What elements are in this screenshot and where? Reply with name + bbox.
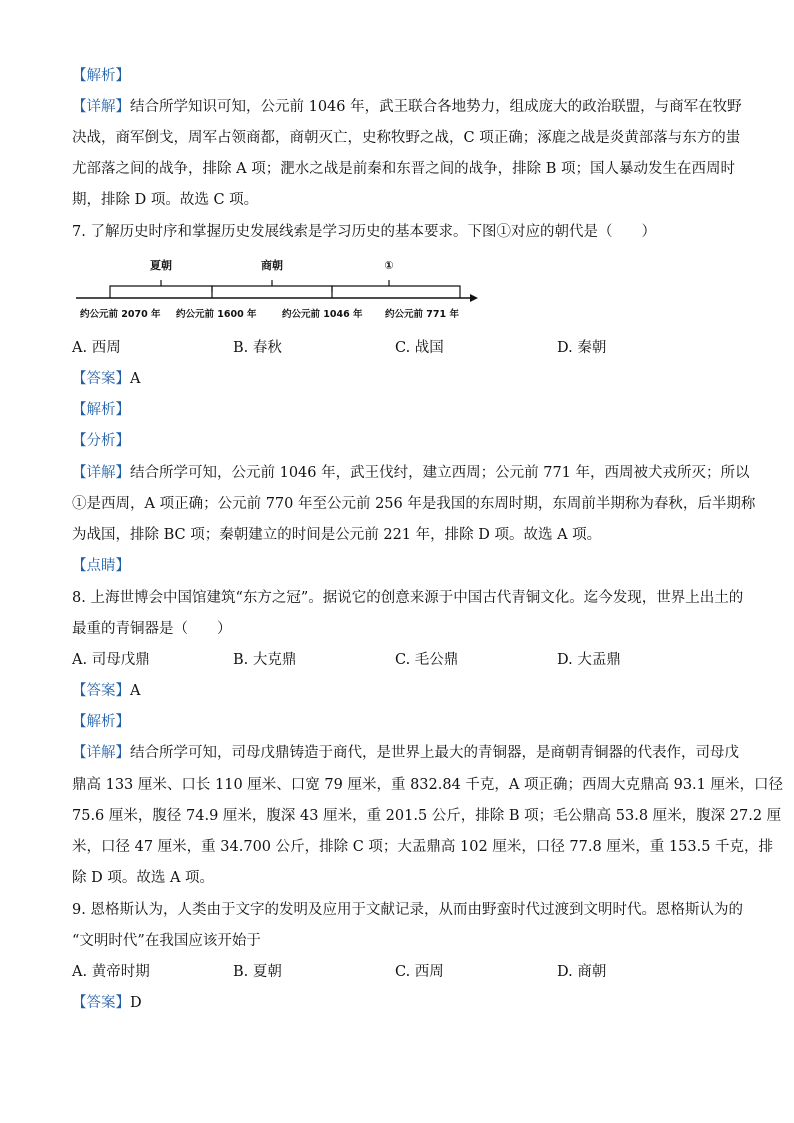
question-7-options (72, 338, 732, 358)
q7-fenxi-heading: 【分析】 (72, 433, 130, 449)
timeline-period-shang: 商朝 (261, 259, 283, 272)
q8-explanation-line-4: 米，口径 47 厘米，重 34.700 公斤，排除 C 项；大盂鼎高 102 厘米，口径 77.8 厘米，重 153.5 千克，排 (72, 839, 774, 855)
q6-explanation-line-1: 【详解】结合所学知识可知，公元前 1046 年，武王联合各地势力，组成庞大的政治联盟，与商军在牧野 (72, 99, 742, 115)
question-8-stem-line-2: 最重的青铜器是（ ） (72, 621, 232, 637)
q7-answer: 【答案】A (72, 371, 141, 387)
timeline-brackets (110, 280, 460, 292)
question-8-stem-line-1: 8. 上海世博会中国馆建筑“东方之冠”。据说它的创意来源于中国古代青铜文化。迄今发现，世界上出土的 (72, 590, 744, 606)
q8-option-b: B. 大克鼎 (233, 652, 297, 668)
q7-analysis-heading: 【解析】 (72, 402, 130, 418)
question-8-options (72, 650, 732, 670)
q7-option-d: D. 秦朝 (557, 340, 607, 356)
question-9-stem-line-2: “文明时代”在我国应该开始于 (72, 933, 261, 949)
q8-answer: 【答案】A (72, 683, 141, 699)
q9-option-d: D. 商朝 (557, 964, 607, 980)
q6-explanation-line-2: 决战，商军倒戈，周军占领商都，商朝灭亡，史称牧野之战，C 项正确；涿鹿之战是炎黄部落与东方的蚩 (72, 130, 741, 146)
q7-explanation-line-3: 为战国，排除 BC 项；秦朝建立的时间是公元前 221 年，排除 D 项。故选 A 项。 (72, 527, 602, 543)
q7-option-c: C. 战国 (395, 340, 444, 356)
question-9-stem-line-1: 9. 恩格斯认为，人类由于文字的发明及应用于文献记录，从而由野蛮时代过渡到文明时代。恩格斯认为的 (72, 902, 743, 918)
q7-explanation-line-2: ①是西周，A 项正确；公元前 770 年至公元前 256 年是我国的东周时期，东周前半期称为春秋，后半期称 (72, 496, 756, 512)
q7-option-b: B. 春秋 (233, 340, 282, 356)
q9-option-c: C. 西周 (395, 964, 444, 980)
q6-explanation-line-3: 尤部落之间的战争，排除 A 项；淝水之战是前秦和东晋之间的战争，排除 B 项；国人暴动发生在西周时 (72, 161, 736, 177)
q8-option-d: D. 大盂鼎 (557, 652, 621, 668)
q8-explanation-line-2: 鼎高 133 厘米、口长 110 厘米、口宽 79 厘米，重 832.84 千克，A 项正确；西周大克鼎高 93.1 厘米，口径 (72, 777, 783, 793)
q6-explanation-line-4: 期，排除 D 项。故选 C 项。 (72, 192, 259, 208)
q9-option-a: A. 黄帝时期 (72, 964, 150, 980)
q7-dianjing-heading: 【点睛】 (72, 558, 130, 574)
q7-explanation-line-1: 【详解】结合所学可知，公元前 1046 年，武王伐纣，建立西周；公元前 771 年，西周被犬戎所灭；所以 (72, 465, 750, 481)
q9-answer: 【答案】D (72, 995, 142, 1011)
q8-option-c: C. 毛公鼎 (395, 652, 459, 668)
question-7-stem: 7. 了解历史时序和掌握历史发展线索是学习历史的基本要求。下图①对应的朝代是（ ） (72, 224, 656, 240)
q8-explanation-line-1: 【详解】结合所学可知，司母戊鼎铸造于商代，是世界上最大的青铜器，是商朝青铜器的代表作，司母戊 (72, 745, 739, 761)
q8-explanation-line-5: 除 D 项。故选 A 项。 (72, 870, 215, 886)
q8-option-a: A. 司母戊鼎 (72, 652, 150, 668)
timeline-tick-marks (110, 292, 460, 298)
q7-option-a: A. 西周 (72, 340, 121, 356)
timeline-figure (72, 248, 482, 324)
question-9-options (72, 962, 732, 982)
analysis-heading: 【解析】 (72, 68, 130, 84)
timeline-date-3: 约公元前 1046 年 (282, 309, 363, 320)
q8-explanation-line-3: 75.6 厘米，腹径 74.9 厘米，腹深 43 厘米，重 201.5 公斤，排除 B 项；毛公鼎高 53.8 厘米，腹深 27.2 厘 (72, 808, 782, 824)
timeline-date-2: 约公元前 1600 年 (176, 309, 257, 320)
timeline-date-4: 约公元前 771 年 (385, 309, 459, 320)
q8-analysis-heading: 【解析】 (72, 714, 130, 730)
q9-option-b: B. 夏朝 (233, 964, 282, 980)
timeline-period-circled-1: ① (384, 259, 394, 272)
timeline-date-1: 约公元前 2070 年 (80, 309, 161, 320)
timeline-axis (76, 294, 478, 302)
timeline-period-xia: 夏朝 (150, 259, 172, 272)
